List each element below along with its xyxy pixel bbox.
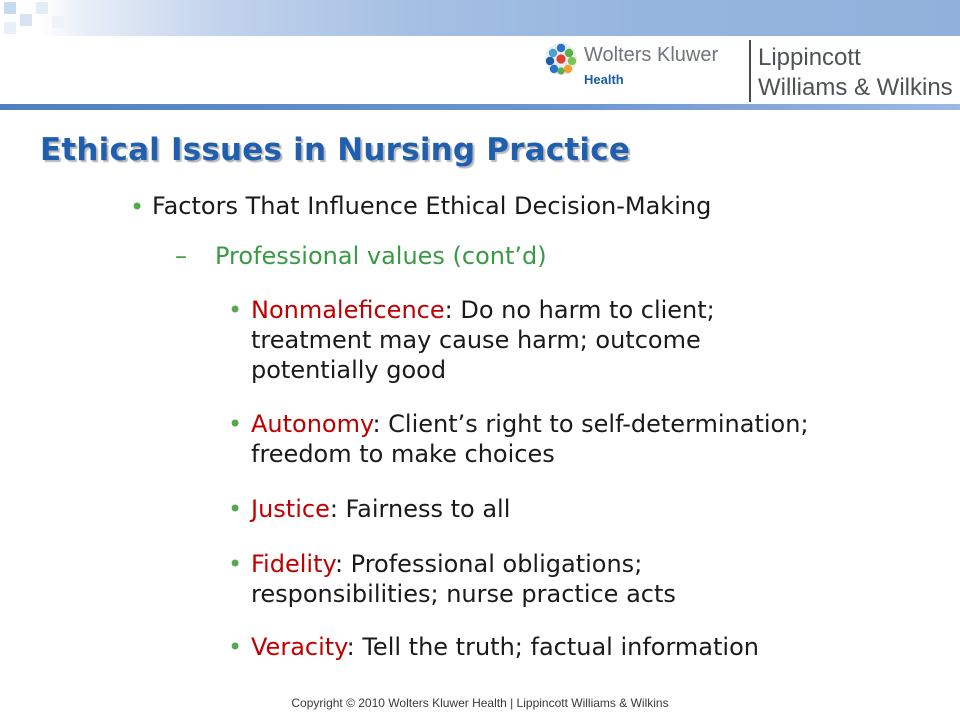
definition: : Tell the truth; factual information [346, 633, 759, 661]
list-item [251, 409, 809, 469]
bullet-dot-icon: • [130, 193, 145, 221]
list-item-line [251, 409, 809, 439]
term: Justice [251, 495, 330, 523]
list-item-line: responsibilities; nurse practice acts [251, 580, 676, 608]
bullet-dot-icon: • [228, 550, 243, 578]
term: Fidelity [251, 550, 335, 578]
decor-square [4, 2, 16, 14]
definition: : Client’s right to self-determination; [372, 410, 809, 438]
bullet-dot-icon: • [228, 410, 243, 438]
level1-heading: Factors That Influence Ethical Decision-Making [152, 192, 712, 220]
list-item [251, 549, 676, 609]
list-item-line [251, 295, 715, 325]
publisher-logo [542, 40, 960, 102]
logo-divider [749, 40, 751, 102]
slide-title: Ethical Issues in Nursing Practice [40, 132, 631, 168]
imprint-line: Lippincott [758, 44, 861, 71]
decor-square [52, 16, 64, 28]
level2-heading: Professional values (cont’d) [215, 242, 547, 270]
division-name: Health [584, 72, 624, 87]
term: Nonmaleficence [251, 296, 445, 324]
decor-square [4, 22, 16, 34]
imprint-line: Williams & Wilkins [758, 74, 953, 101]
term: Autonomy [251, 410, 373, 438]
wolters-kluwer-globe-icon [544, 42, 578, 76]
decor-square [20, 14, 32, 26]
list-item-line [251, 632, 759, 662]
bullet-dot-icon: • [228, 633, 243, 661]
bullet-dot-icon: • [228, 296, 243, 324]
definition: : Fairness to all [329, 495, 511, 523]
list-item-line: freedom to make choices [251, 440, 555, 468]
list-item-line [251, 549, 676, 579]
list-item-line: potentially good [251, 356, 447, 384]
copyright-footer: Copyright © 2010 Wolters Kluwer Health | Lippincott Williams & Wilkins [291, 696, 669, 710]
list-item-line: treatment may cause harm; outcome [251, 326, 701, 354]
list-item [251, 295, 715, 385]
dash-icon: – [175, 242, 187, 270]
definition: : Do no harm to client; [444, 296, 715, 324]
company-name: Wolters Kluwer [584, 44, 719, 66]
definition: : Professional obligations; [334, 550, 643, 578]
list-item [251, 494, 510, 524]
decor-square [36, 2, 48, 14]
list-item-line [251, 494, 510, 524]
header-band [0, 0, 960, 36]
term: Veracity [251, 633, 347, 661]
list-item [251, 632, 759, 662]
imprint-name [758, 43, 953, 103]
bullet-dot-icon: • [228, 495, 243, 523]
header-rule [0, 104, 960, 110]
